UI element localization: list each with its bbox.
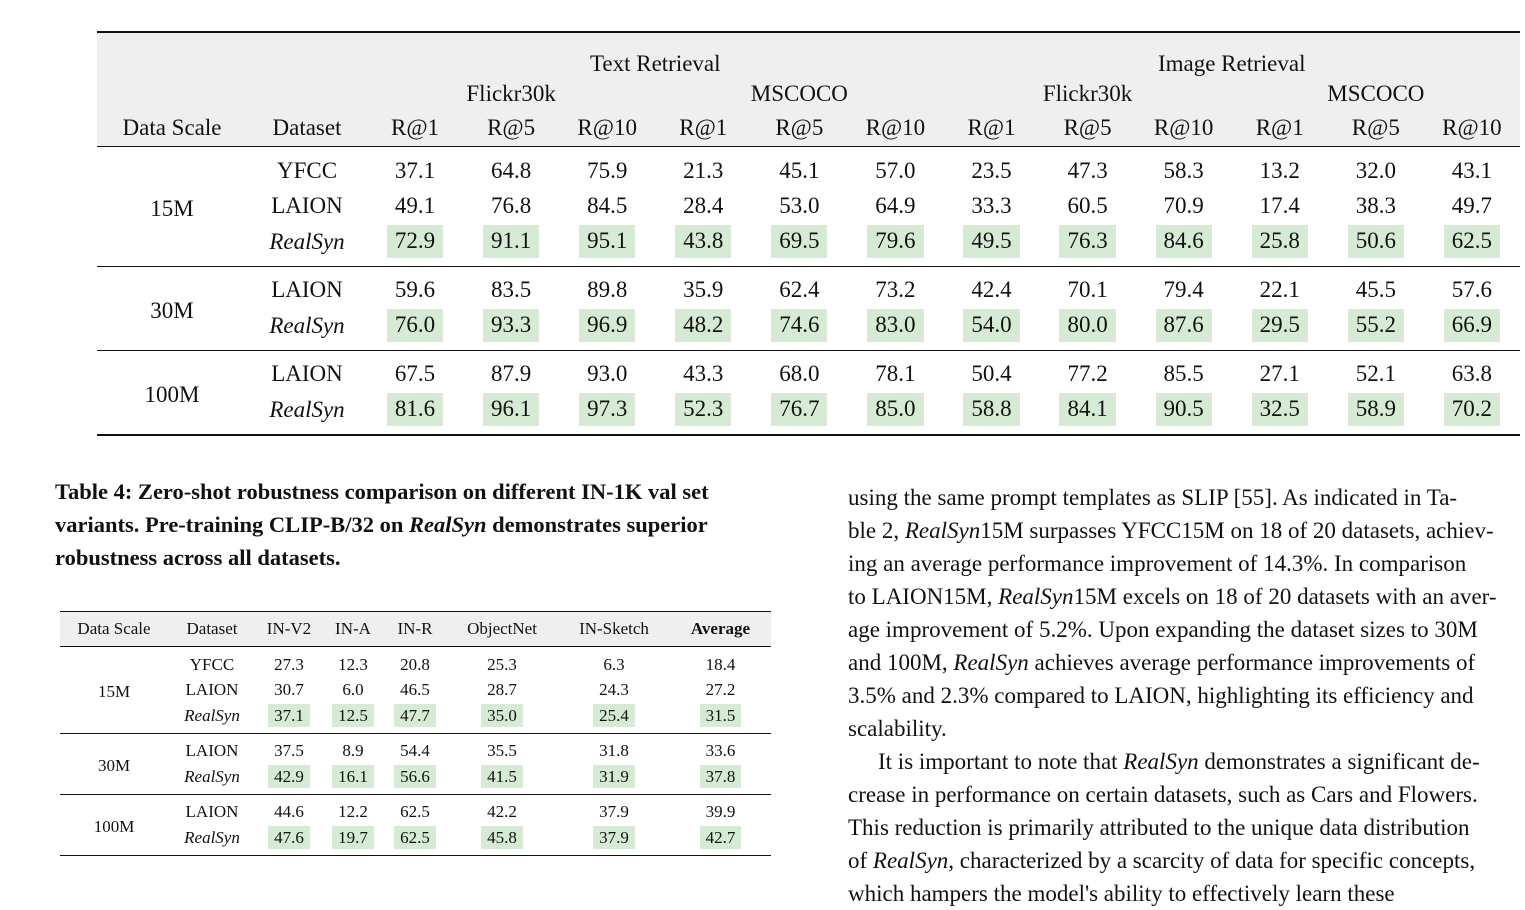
value-cell: 17.4 bbox=[1259, 193, 1300, 219]
dataset-cell: LAION bbox=[185, 741, 239, 761]
caption-italic-text: RealSyn bbox=[408, 512, 487, 537]
value-cell: 60.5 bbox=[1067, 193, 1108, 219]
column-header: R@5 bbox=[487, 115, 536, 140]
value-cell bbox=[847, 392, 943, 435]
column-header: R@5 bbox=[1063, 115, 1112, 140]
body-text bbox=[848, 481, 1525, 906]
dataset-cell: RealSyn bbox=[269, 228, 345, 254]
value-cell bbox=[943, 392, 1039, 435]
value-cell bbox=[655, 224, 751, 266]
value-cell: 49.1 bbox=[394, 193, 436, 219]
highlighted-value: 25.8 bbox=[1252, 225, 1308, 258]
robustness-table-header bbox=[60, 612, 771, 647]
text-line bbox=[848, 811, 1525, 844]
column-header: IN-A bbox=[335, 619, 371, 638]
column-header: IN-Sketch bbox=[579, 619, 649, 638]
value-cell bbox=[670, 703, 771, 733]
highlighted-value: 12.5 bbox=[332, 704, 374, 727]
data-scale-cell: 30M bbox=[150, 298, 194, 323]
text-segment: ble 2, bbox=[848, 518, 905, 543]
value-cell: 54.4 bbox=[400, 741, 430, 761]
data-scale-cell: 15M bbox=[97, 682, 131, 702]
subgroup-header: Flickr30k bbox=[466, 80, 556, 106]
value-cell bbox=[847, 308, 943, 350]
retrieval-table-header bbox=[97, 32, 1520, 147]
value-cell: 33.3 bbox=[971, 193, 1012, 219]
value-cell: 21.3 bbox=[683, 157, 724, 183]
italic-text: RealSyn bbox=[998, 584, 1074, 609]
row-group-30m bbox=[60, 733, 771, 794]
value-cell bbox=[367, 392, 463, 435]
italic-text: RealSyn bbox=[1123, 749, 1199, 774]
value-cell bbox=[1232, 308, 1328, 350]
value-cell bbox=[384, 764, 446, 794]
value-cell: 35.5 bbox=[487, 741, 517, 761]
value-cell: 45.1 bbox=[779, 157, 820, 183]
value-cell: 62.5 bbox=[400, 802, 430, 822]
value-cell: 6.0 bbox=[342, 680, 364, 700]
value-cell: 39.9 bbox=[705, 802, 736, 822]
value-cell bbox=[558, 703, 670, 733]
highlighted-value: 43.8 bbox=[675, 225, 731, 258]
value-cell: 30.7 bbox=[274, 680, 304, 700]
highlighted-value: 62.5 bbox=[1444, 225, 1500, 258]
dataset-cell: LAION bbox=[271, 361, 343, 387]
value-cell bbox=[256, 703, 322, 733]
value-cell bbox=[384, 825, 446, 855]
value-cell bbox=[847, 224, 943, 266]
text-line bbox=[848, 481, 1525, 514]
value-cell bbox=[446, 825, 558, 855]
value-cell: 49.7 bbox=[1451, 193, 1493, 219]
value-cell bbox=[446, 764, 558, 794]
text-segment: using the same prompt templates as SLIP [55]. As indicated in Ta- bbox=[848, 485, 1458, 510]
value-cell bbox=[367, 308, 463, 350]
value-cell bbox=[558, 825, 670, 855]
highlighted-value: 96.1 bbox=[483, 393, 539, 426]
highlighted-value: 69.5 bbox=[771, 225, 827, 258]
column-header: R@1 bbox=[679, 115, 728, 140]
table-row bbox=[60, 794, 771, 825]
text-line bbox=[848, 514, 1525, 547]
value-cell: 68.0 bbox=[779, 361, 820, 387]
value-cell bbox=[256, 764, 322, 794]
highlighted-value: 70.2 bbox=[1444, 393, 1500, 426]
group-header-text-retrieval: Text Retrieval bbox=[589, 51, 721, 76]
retrieval-results-table bbox=[97, 31, 1520, 436]
text-segment: age improvement of 5.2%. Upon expanding the dataset sizes to 30M bbox=[848, 617, 1478, 642]
highlighted-value: 48.2 bbox=[675, 309, 731, 342]
value-cell: 63.8 bbox=[1451, 361, 1493, 387]
dataset-cell: RealSyn bbox=[184, 766, 240, 786]
value-cell: 58.3 bbox=[1163, 157, 1204, 183]
robustness-table bbox=[60, 611, 771, 856]
value-cell bbox=[384, 703, 446, 733]
value-cell: 33.6 bbox=[705, 741, 736, 761]
value-cell bbox=[322, 703, 384, 733]
highlighted-value: 47.7 bbox=[394, 704, 436, 727]
table-row bbox=[60, 733, 771, 764]
value-cell bbox=[1040, 308, 1136, 350]
data-scale-cell: 15M bbox=[150, 196, 194, 222]
value-cell: 78.1 bbox=[875, 361, 916, 387]
value-cell: 20.8 bbox=[400, 654, 430, 674]
highlighted-value: 37.1 bbox=[268, 704, 310, 727]
table-row bbox=[97, 147, 1520, 189]
highlighted-value: 37.9 bbox=[593, 826, 635, 849]
value-cell: 37.9 bbox=[599, 802, 629, 822]
highlighted-value: 95.1 bbox=[579, 225, 635, 258]
value-cell: 76.8 bbox=[490, 193, 532, 219]
highlighted-value: 45.8 bbox=[481, 826, 523, 849]
value-cell: 70.9 bbox=[1163, 193, 1204, 219]
value-cell: 42.2 bbox=[487, 802, 517, 822]
highlighted-value: 83.0 bbox=[867, 309, 923, 342]
group-header-image-retrieval: Image Retrieval bbox=[1157, 51, 1306, 76]
highlighted-value: 81.6 bbox=[387, 393, 443, 426]
value-cell: 50.4 bbox=[971, 361, 1012, 387]
value-cell: 89.8 bbox=[587, 277, 628, 303]
table-row bbox=[60, 647, 771, 678]
value-cell bbox=[1040, 224, 1136, 266]
italic-text: RealSyn bbox=[904, 518, 981, 543]
highlighted-value: 35.0 bbox=[481, 704, 523, 727]
highlighted-value: 55.2 bbox=[1348, 309, 1404, 342]
text-line bbox=[848, 679, 1525, 712]
text-segment: to LAION15M, bbox=[848, 584, 999, 609]
highlighted-value: 85.0 bbox=[867, 393, 923, 426]
value-cell bbox=[943, 224, 1039, 266]
value-cell: 57.6 bbox=[1451, 277, 1493, 303]
value-cell bbox=[558, 764, 670, 794]
dataset-cell: LAION bbox=[271, 193, 343, 219]
value-cell: 93.0 bbox=[587, 361, 628, 387]
value-cell: 13.2 bbox=[1259, 157, 1300, 183]
value-cell: 59.6 bbox=[394, 277, 436, 303]
subgroup-header: MSCOCO bbox=[1327, 80, 1425, 106]
value-cell bbox=[463, 308, 559, 350]
value-cell bbox=[1424, 308, 1520, 350]
text-segment: 15M surpasses YFCC15M on 18 of 20 datasets, achiev- bbox=[980, 518, 1494, 543]
value-cell: 77.2 bbox=[1067, 361, 1108, 387]
value-cell bbox=[1136, 308, 1232, 350]
value-cell: 85.5 bbox=[1163, 361, 1204, 387]
highlighted-value: 97.3 bbox=[579, 393, 635, 426]
value-cell: 42.4 bbox=[971, 277, 1012, 303]
value-cell bbox=[322, 764, 384, 794]
table-row bbox=[97, 350, 1520, 392]
table-row bbox=[97, 189, 1520, 225]
value-cell: 44.6 bbox=[274, 802, 304, 822]
value-cell bbox=[256, 825, 322, 855]
highlighted-value: 37.8 bbox=[700, 765, 742, 788]
value-cell: 53.0 bbox=[779, 193, 820, 219]
text-line bbox=[848, 613, 1525, 646]
value-cell bbox=[751, 224, 847, 266]
column-header: IN-V2 bbox=[266, 619, 312, 638]
value-cell: 64.8 bbox=[490, 157, 532, 183]
dataset-cell: RealSyn bbox=[269, 312, 345, 338]
data-scale-cell: 100M bbox=[93, 817, 135, 836]
value-cell: 73.2 bbox=[875, 277, 916, 303]
value-cell: 45.5 bbox=[1355, 277, 1396, 303]
dataset-cell: YFCC bbox=[276, 157, 338, 183]
highlighted-value: 56.6 bbox=[394, 765, 436, 788]
dataset-cell: LAION bbox=[185, 680, 239, 700]
column-header: Data Scale bbox=[77, 619, 151, 638]
text-segment: scalability. bbox=[848, 716, 947, 741]
value-cell bbox=[655, 392, 751, 435]
text-segment: achieves average performance improvements of bbox=[1028, 650, 1476, 675]
value-cell bbox=[1232, 224, 1328, 266]
value-cell bbox=[1136, 224, 1232, 266]
column-header: Dataset bbox=[272, 115, 342, 140]
text-segment: 15M excels on 18 of 20 datasets with an aver- bbox=[1073, 584, 1497, 609]
italic-text: RealSyn bbox=[953, 650, 1029, 675]
value-cell: 25.3 bbox=[487, 654, 517, 674]
subgroup-header: Flickr30k bbox=[1042, 80, 1133, 106]
text-line bbox=[848, 844, 1525, 877]
value-cell: 18.4 bbox=[705, 654, 736, 674]
value-cell: 84.5 bbox=[587, 193, 628, 219]
text-segment: It is important to note that bbox=[878, 749, 1124, 774]
value-cell bbox=[1328, 224, 1424, 266]
highlighted-value: 58.9 bbox=[1348, 393, 1404, 426]
value-cell: 8.9 bbox=[342, 741, 364, 761]
row-group-30m bbox=[97, 266, 1520, 350]
text-line bbox=[848, 646, 1525, 679]
value-cell bbox=[751, 392, 847, 435]
value-cell: 35.9 bbox=[683, 277, 724, 303]
value-cell: 70.1 bbox=[1067, 277, 1108, 303]
text-segment: , characterized by a scarcity of data for specific concepts, bbox=[948, 848, 1476, 873]
highlighted-value: 72.9 bbox=[387, 225, 443, 258]
value-cell: 43.1 bbox=[1451, 157, 1493, 183]
highlighted-value: 42.9 bbox=[268, 765, 310, 788]
value-cell bbox=[367, 224, 463, 266]
table-row bbox=[97, 266, 1520, 308]
value-cell bbox=[322, 825, 384, 855]
highlighted-value: 31.5 bbox=[700, 704, 742, 727]
column-header: IN-R bbox=[397, 619, 433, 638]
highlighted-value: 32.5 bbox=[1252, 393, 1308, 426]
highlighted-value: 52.3 bbox=[675, 393, 731, 426]
highlighted-value: 42.7 bbox=[700, 826, 742, 849]
value-cell bbox=[751, 308, 847, 350]
dataset-cell: RealSyn bbox=[184, 827, 240, 847]
text-segment: demonstrates a significant de- bbox=[1198, 749, 1480, 774]
highlighted-value: 54.0 bbox=[963, 309, 1019, 342]
value-cell bbox=[670, 825, 771, 855]
value-cell bbox=[446, 703, 558, 733]
value-cell: 27.3 bbox=[274, 654, 304, 674]
value-cell bbox=[1328, 308, 1424, 350]
highlighted-value: 91.1 bbox=[483, 225, 539, 258]
value-cell: 12.2 bbox=[338, 802, 368, 822]
value-cell: 28.4 bbox=[683, 193, 724, 219]
row-group-15m bbox=[97, 147, 1520, 267]
highlighted-value: 62.5 bbox=[394, 826, 436, 849]
table-row bbox=[97, 308, 1520, 350]
column-header: R@1 bbox=[391, 115, 440, 140]
highlighted-value: 84.1 bbox=[1059, 393, 1115, 426]
value-cell: 12.3 bbox=[338, 654, 368, 674]
value-cell bbox=[1424, 224, 1520, 266]
highlighted-value: 87.6 bbox=[1156, 309, 1212, 342]
text-segment: ing an average performance improvement of 14.3%. In comparison bbox=[848, 551, 1467, 576]
highlighted-value: 31.9 bbox=[593, 765, 635, 788]
row-group-100m bbox=[60, 794, 771, 855]
value-cell: 27.2 bbox=[705, 680, 736, 700]
column-header: R@5 bbox=[1351, 115, 1400, 140]
value-cell bbox=[1424, 392, 1520, 435]
column-header: Average bbox=[690, 619, 751, 638]
highlighted-value: 58.8 bbox=[963, 393, 1019, 426]
text-line bbox=[848, 712, 1525, 745]
value-cell bbox=[1040, 392, 1136, 435]
value-cell: 64.9 bbox=[875, 193, 916, 219]
value-cell: 23.5 bbox=[971, 157, 1012, 183]
value-cell bbox=[1328, 392, 1424, 435]
data-scale-cell: 100M bbox=[144, 382, 200, 407]
dataset-cell: RealSyn bbox=[269, 396, 345, 422]
highlighted-value: 74.6 bbox=[771, 309, 827, 342]
text-line bbox=[848, 778, 1525, 811]
value-cell: 83.5 bbox=[490, 277, 532, 303]
dataset-cell: RealSyn bbox=[184, 705, 240, 725]
highlighted-value: 93.3 bbox=[483, 309, 539, 342]
column-header: R@10 bbox=[577, 115, 637, 140]
value-cell bbox=[559, 308, 655, 350]
highlighted-value: 29.5 bbox=[1252, 309, 1308, 342]
highlighted-value: 90.5 bbox=[1156, 393, 1212, 426]
dataset-cell: LAION bbox=[185, 802, 239, 822]
column-header: Data Scale bbox=[122, 115, 222, 140]
caption-text-end: demonstrates superior robustness across all datasets. bbox=[55, 512, 708, 570]
row-group-100m bbox=[97, 350, 1520, 435]
value-cell: 46.5 bbox=[400, 680, 430, 700]
text-line bbox=[848, 547, 1525, 580]
highlighted-value: 80.0 bbox=[1059, 309, 1115, 342]
value-cell bbox=[559, 224, 655, 266]
highlighted-value: 16.1 bbox=[332, 765, 374, 788]
text-segment: of bbox=[848, 848, 873, 873]
value-cell bbox=[463, 224, 559, 266]
value-cell: 32.0 bbox=[1355, 157, 1396, 183]
value-cell: 28.7 bbox=[487, 680, 517, 700]
value-cell: 22.1 bbox=[1259, 277, 1300, 303]
value-cell: 47.3 bbox=[1067, 157, 1108, 183]
value-cell: 31.8 bbox=[599, 741, 629, 761]
caption-text: Table 4: Zero-shot robustness comparison on different IN-1K val set variants. Pre-training CLIP-B/32 on bbox=[55, 479, 709, 537]
text-segment: crease in performance on certain datasets, such as Cars and Flowers. bbox=[848, 782, 1478, 807]
highlighted-value: 25.4 bbox=[593, 704, 635, 727]
value-cell: 79.4 bbox=[1163, 277, 1204, 303]
italic-text: RealSyn bbox=[872, 848, 949, 873]
value-cell: 24.3 bbox=[599, 680, 629, 700]
text-segment: which hampers the model's ability to effectively learn these bbox=[848, 881, 1395, 906]
highlighted-value: 41.5 bbox=[481, 765, 523, 788]
value-cell bbox=[670, 764, 771, 794]
highlighted-value: 76.3 bbox=[1059, 225, 1115, 258]
column-header: Dataset bbox=[186, 619, 238, 638]
value-cell: 37.5 bbox=[274, 741, 304, 761]
value-cell: 62.4 bbox=[779, 277, 820, 303]
value-cell: 57.0 bbox=[875, 157, 916, 183]
text-line bbox=[848, 580, 1525, 613]
highlighted-value: 66.9 bbox=[1444, 309, 1500, 342]
value-cell bbox=[655, 308, 751, 350]
table-caption bbox=[55, 475, 790, 574]
column-header: R@1 bbox=[967, 115, 1016, 140]
value-cell: 67.5 bbox=[394, 361, 436, 387]
highlighted-value: 84.6 bbox=[1156, 225, 1212, 258]
column-header: R@5 bbox=[775, 115, 824, 140]
text-segment: and 100M, bbox=[848, 650, 954, 675]
value-cell: 38.3 bbox=[1355, 193, 1396, 219]
highlighted-value: 76.7 bbox=[771, 393, 827, 426]
row-group-15m bbox=[60, 647, 771, 734]
column-header: ObjectNet bbox=[467, 619, 537, 638]
highlighted-value: 19.7 bbox=[332, 826, 374, 849]
value-cell: 43.3 bbox=[683, 361, 724, 387]
data-scale-cell: 30M bbox=[97, 756, 131, 775]
dataset-cell: YFCC bbox=[189, 654, 235, 674]
subgroup-header: MSCOCO bbox=[750, 80, 848, 106]
highlighted-value: 76.0 bbox=[387, 309, 443, 342]
table-row bbox=[97, 392, 1520, 435]
value-cell: 27.1 bbox=[1259, 361, 1300, 387]
column-header: R@10 bbox=[1442, 115, 1502, 140]
text-line bbox=[848, 745, 1525, 778]
value-cell bbox=[1232, 392, 1328, 435]
value-cell: 87.9 bbox=[490, 361, 532, 387]
text-line bbox=[848, 877, 1525, 910]
column-header: R@1 bbox=[1255, 115, 1304, 140]
dataset-cell: LAION bbox=[271, 277, 343, 303]
highlighted-value: 50.6 bbox=[1348, 225, 1404, 258]
table-row bbox=[97, 224, 1520, 266]
highlighted-value: 47.6 bbox=[268, 826, 310, 849]
highlighted-value: 96.9 bbox=[579, 309, 635, 342]
value-cell: 75.9 bbox=[587, 157, 628, 183]
value-cell bbox=[463, 392, 559, 435]
value-cell: 37.1 bbox=[394, 157, 436, 183]
value-cell bbox=[1136, 392, 1232, 435]
value-cell: 6.3 bbox=[603, 654, 625, 674]
highlighted-value: 49.5 bbox=[963, 225, 1019, 258]
value-cell: 52.1 bbox=[1355, 361, 1396, 387]
text-segment: 3.5% and 2.3% compared to LAION, highlighting its efficiency and bbox=[848, 683, 1474, 708]
highlighted-value: 79.6 bbox=[867, 225, 923, 258]
column-header: R@10 bbox=[865, 115, 926, 140]
column-header: R@10 bbox=[1153, 115, 1214, 140]
text-segment: This reduction is primarily attributed to the unique data distribution bbox=[848, 815, 1470, 840]
value-cell bbox=[943, 308, 1039, 350]
value-cell bbox=[559, 392, 655, 435]
